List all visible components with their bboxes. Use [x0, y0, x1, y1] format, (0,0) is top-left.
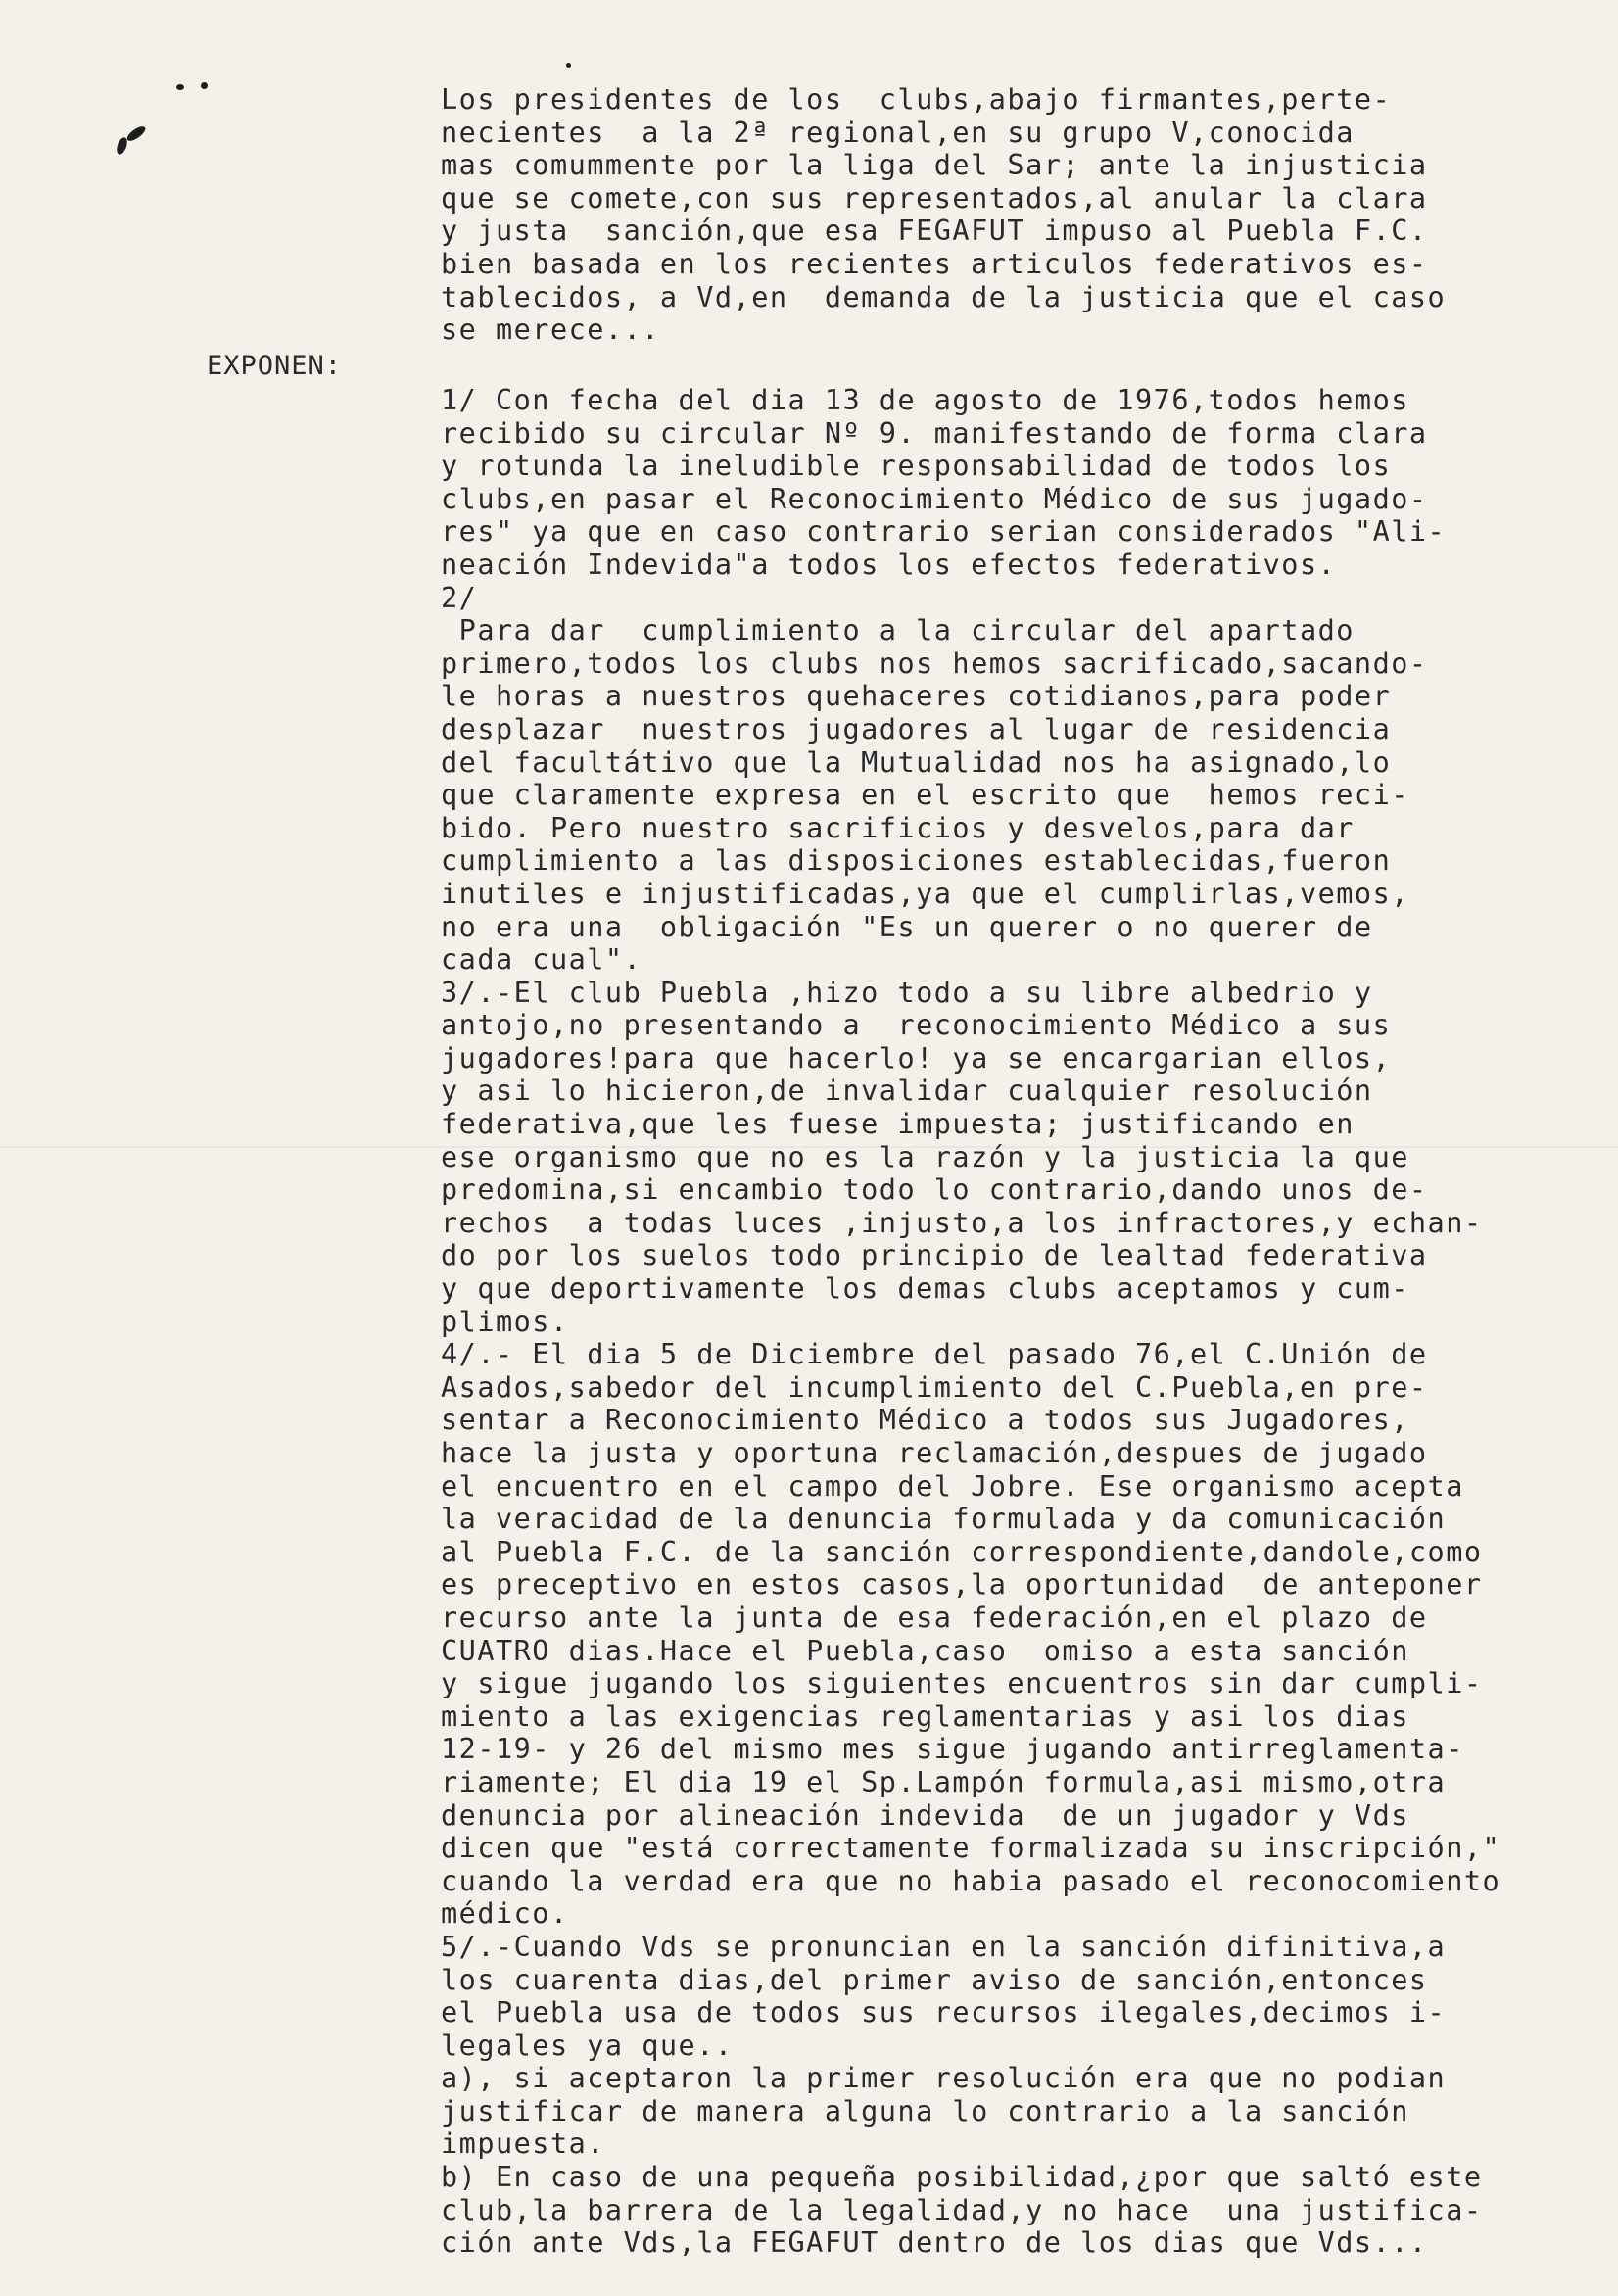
text-line: 2/ — [441, 581, 478, 614]
text-line: Para dar cumplimiento a la circular del apartado — [441, 614, 1355, 647]
text-line: médico. — [441, 1897, 569, 1931]
text-line: a), si aceptaron la primer resolución era que no podian — [441, 2062, 1447, 2095]
text-line: rechos a todas luces ,injusto,a los infractores,y echan- — [441, 1206, 1483, 1239]
ink-speck — [201, 82, 208, 89]
text-line: y asi lo hicieron,de invalidar cualquier resolución — [441, 1075, 1373, 1108]
text-line: necientes a la 2ª regional,en su grupo V,conocida — [441, 116, 1355, 149]
text-line: 5/.-Cuando Vds se pronuncian en la sanción difinitiva,a — [441, 1930, 1447, 1963]
text-line: predomina,si encambio todo lo contrario,dando unos de- — [441, 1173, 1428, 1207]
text-line: clubs,en pasar el Reconocimiento Médico de sus jugado- — [441, 482, 1428, 515]
text-line: jugadores!para que hacerlo! ya se encargarian ellos, — [441, 1041, 1392, 1075]
text-line: neación Indevida"a todos los efectos federativos. — [441, 548, 1337, 581]
text-line: plimos. — [441, 1305, 569, 1338]
text-line: es preceptivo en estos casos,la oportunidad de anteponer — [441, 1568, 1483, 1602]
document-body — [441, 384, 1567, 2260]
ink-speck — [176, 84, 184, 90]
text-line: y que deportivamente los demas clubs aceptamos y cum- — [441, 1272, 1409, 1306]
text-line: hace la justa y oportuna reclamación,despues de jugado — [441, 1437, 1428, 1469]
text-line: justificar de manera alguna lo contrario a la sanción — [441, 2094, 1409, 2128]
text-line: legales ya que.. — [441, 2029, 734, 2062]
text-line: y justa sanción,que esa FEGAFUT impuso al Puebla F.C. — [441, 215, 1428, 248]
text-line: y rotunda la ineludible responsabilidad de todos los — [441, 450, 1392, 483]
text-line: no era una obligación "Es un querer o no querer de — [441, 910, 1373, 943]
text-line: la veracidad de la denuncia formulada y da comunicación — [441, 1503, 1447, 1536]
text-line: do por los suelos todo principio de lealtad federativa — [441, 1239, 1428, 1272]
text-line: le horas a nuestros quehaceres cotidianos,para poder — [441, 680, 1392, 713]
text-line: ción ante Vds,la FEGAFUT dentro de los dias que Vds... — [441, 2226, 1428, 2260]
ink-speck — [566, 63, 571, 68]
text-line: Asados,sabedor del incumplimiento del C.Puebla,en pre- — [441, 1370, 1428, 1404]
text-line: los cuarenta dias,del primer aviso de sanción,entonces — [441, 1963, 1428, 1996]
text-line: al Puebla F.C. de la sanción correspondiente,dandole,como — [441, 1535, 1483, 1568]
text-line: CUATRO dias.Hace el Puebla,caso omiso a esta sanción — [441, 1634, 1409, 1667]
intro-paragraph — [441, 83, 1567, 347]
text-line: Los presidentes de los clubs,abajo firmantes,perte- — [441, 83, 1392, 116]
section-label-exponen: EXPONEN: — [207, 351, 343, 381]
text-line: el encuentro en el campo del Jobre. Ese organismo acepta — [441, 1469, 1464, 1503]
text-line: riamente; El dia 19 el Sp.Lampón formula,asi mismo,otra — [441, 1765, 1447, 1798]
text-line: ese organismo que no es la razón y la justicia la que — [441, 1140, 1409, 1173]
text-line: recurso ante la junta de esa federación,en el plazo de — [441, 1601, 1428, 1634]
text-line: res" ya que en caso contrario serian considerados "Ali- — [441, 515, 1447, 549]
text-line: dicen que "está correctamente formalizada su inscripción," — [441, 1832, 1501, 1865]
text-line: del facultátivo que la Mutualidad nos ha asignado,lo — [441, 745, 1392, 779]
text-line: cuando la verdad era que no habia pasado el reconocomiento — [441, 1864, 1501, 1897]
text-line: antojo,no presentando a reconocimiento Médico a sus — [441, 1009, 1392, 1042]
text-line: primero,todos los clubs nos hemos sacrificado,sacando- — [441, 646, 1428, 680]
text-line: miento a las exigencias reglamentarias y asi los dias — [441, 1699, 1409, 1733]
text-line: el Puebla usa de todos sus recursos ilegales,decimos i- — [441, 1996, 1447, 2030]
text-line: b) En caso de una pequeña posibilidad,¿por que saltó este — [441, 2161, 1483, 2194]
text-line: que claramente expresa en el escrito que hemos reci- — [441, 779, 1409, 812]
text-line: sentar a Reconocimiento Médico a todos sus Jugadores, — [441, 1404, 1409, 1437]
text-line: 3/.-El club Puebla ,hizo todo a su libre albedrio y — [441, 976, 1373, 1009]
ink-speck — [115, 136, 129, 156]
text-line: bien basada en los recientes articulos federativos es- — [441, 247, 1428, 280]
text-line: recibido su circular Nº 9. manifestando de forma clara — [441, 416, 1428, 450]
text-line: impuesta. — [441, 2128, 605, 2161]
text-line: inutiles e injustificadas,ya que el cumplirlas,vemos, — [441, 877, 1409, 910]
text-line: club,la barrera de la legalidad,y no hace una justifica- — [441, 2193, 1483, 2226]
text-line: tablecidos, a Vd,en demanda de la justicia que el caso — [441, 280, 1447, 313]
text-line: bido. Pero nuestro sacrificios y desvelos,para dar — [441, 811, 1355, 844]
text-line: mas comummente por la liga del Sar; ante la injusticia — [441, 149, 1428, 182]
text-line: que se comete,con sus representados,al anular la clara — [441, 181, 1428, 215]
text-line: federativa,que les fuese impuesta; justificando en — [441, 1108, 1355, 1141]
text-line: 12-19- y 26 del mismo mes sigue jugando antirreglamenta- — [441, 1733, 1464, 1766]
text-line: desplazar nuestros jugadores al lugar de residencia — [441, 712, 1392, 745]
text-line: y sigue jugando los siguientes encuentros sin dar cumpli- — [441, 1667, 1483, 1700]
ink-speck — [124, 124, 147, 144]
text-line: 1/ Con fecha del dia 13 de agosto de 1976,todos hemos — [441, 384, 1409, 416]
text-line: cada cual". — [441, 943, 642, 977]
text-line: cumplimiento a las disposiciones establecidas,fueron — [441, 844, 1392, 878]
text-line: se merece... — [441, 313, 660, 347]
text-line: denuncia por alineación indevida de un jugador y Vds — [441, 1798, 1409, 1832]
text-line: 4/.- El dia 5 de Diciembre del pasado 76,el C.Unión de — [441, 1338, 1428, 1371]
